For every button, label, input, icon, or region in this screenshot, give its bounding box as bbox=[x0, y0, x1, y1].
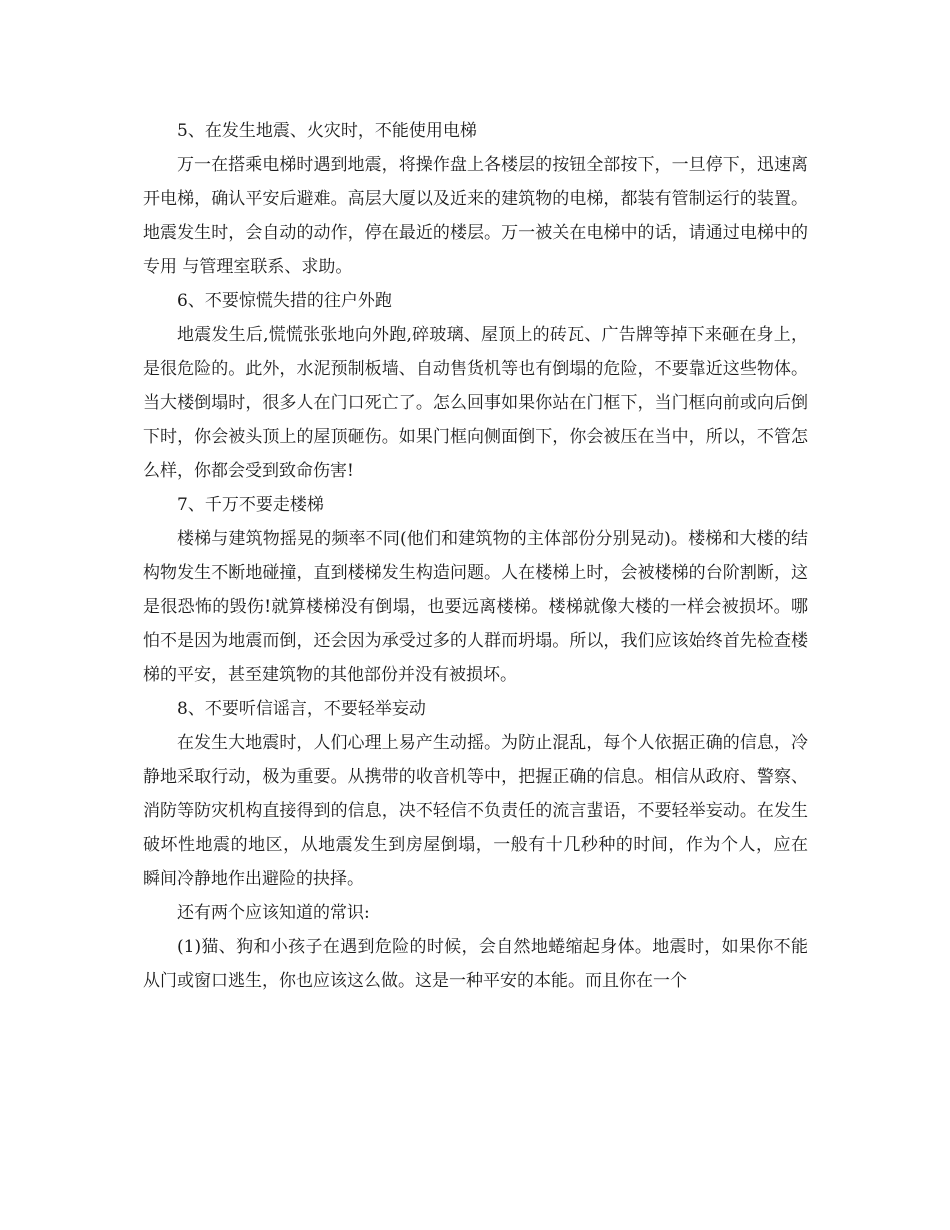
document-body bbox=[143, 114, 808, 998]
section-heading-6: 6、不要惊慌失措的往户外跑 bbox=[177, 291, 392, 311]
paragraph-stairs: 楼梯与建筑物摇晃的频率不同(他们和建筑物的主体部份分别晃动)。楼梯和大楼的结构物发生不断地碰撞，直到楼梯发生构造问题。人在楼梯上时，会被楼梯的台阶割断，这是很恐怖的毁伤!就算楼梯没有倒塌，也要远离楼梯。楼梯就像大楼的一样会被损坏。哪怕不是因为地震而倒，还会因为承受过多的人群而坍塌。所以，我们应该始终首先检查楼梯的平安，甚至建筑物的其他部份并没有被损坏。 bbox=[143, 529, 808, 685]
paragraph-outdoor: 地震发生后,慌慌张张地向外跑,碎玻璃、屋顶上的砖瓦、广告牌等掉下来砸在身上，是很危险的。此外，水泥预制板墙、自动售货机等也有倒塌的危险，不要靠近这些物体。当大楼倒塌时，很多人在门口死亡了。怎么回事如果你站在门框下，当门框向前或向后倒下时，你会被头顶上的屋顶砸伤。如果门框向侧面倒下，你会被压在当中，所以，不管怎么样，你都会受到致命伤害! bbox=[143, 325, 808, 481]
section-heading-7: 7、千万不要走楼梯 bbox=[177, 495, 324, 515]
common-knowledge-heading: 还有两个应该知道的常识: bbox=[177, 903, 370, 923]
paragraph-elevator: 万一在搭乘电梯时遇到地震，将操作盘上各楼层的按钮全部按下，一旦停下，迅速离开电梯，确认平安后避难。高层大厦以及近来的建筑物的电梯，都装有管制运行的装置。地震发生时，会自动的动作，停在最近的楼层。万一被关在电梯中的话，请通过电梯中的专用 与管理室联系、求助。 bbox=[143, 155, 808, 277]
paragraph-rumors: 在发生大地震时，人们心理上易产生动摇。为防止混乱，每个人依据正确的信息，冷静地采取行动，极为重要。从携带的收音机等中，把握正确的信息。相信从政府、警察、消防等防灾机构直接得到的信息，决不轻信不负责任的流言蜚语，不要轻举妄动。在发生破坏性地震的地区，从地震发生到房屋倒塌，一般有十几秒种的时间，作为个人，应在 瞬间冷静地作出避险的抉择。 bbox=[143, 733, 808, 889]
section-heading-8: 8、不要听信谣言，不要轻举妄动 bbox=[177, 699, 426, 719]
section-heading-5: 5、在发生地震、火灾时，不能使用电梯 bbox=[177, 121, 477, 141]
paragraph-knowledge-1: (1)猫、狗和小孩子在遇到危险的时候，会自然地蜷缩起身体。地震时，如果你不能从门或窗口逃生，你也应该这么做。这是一种平安的本能。而且你在一个 bbox=[143, 937, 808, 991]
